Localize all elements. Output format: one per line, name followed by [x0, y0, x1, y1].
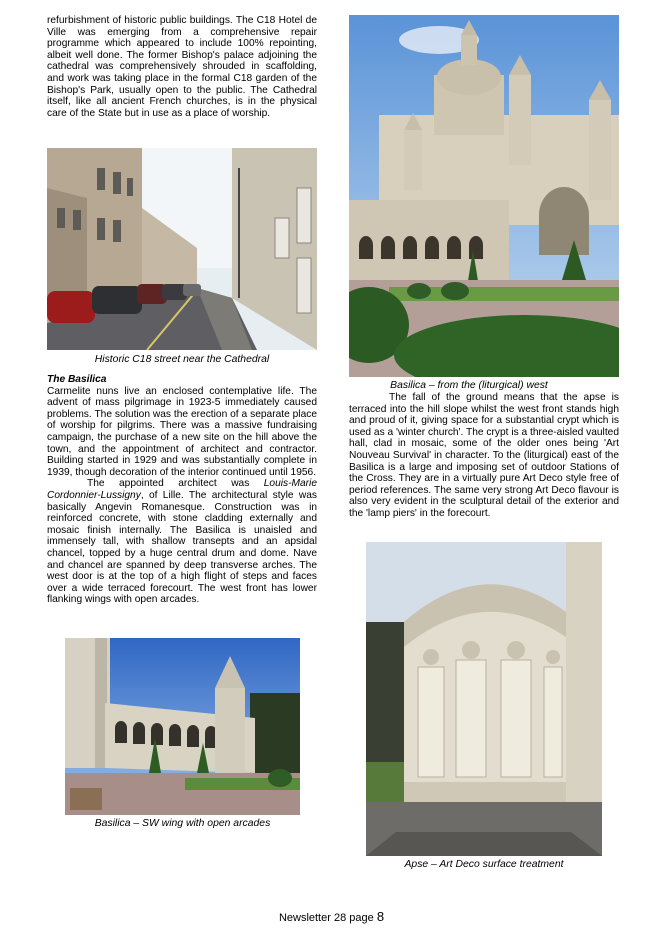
- caption-apse: Apse – Art Deco surface treatment: [404, 859, 564, 870]
- basilica-paragraph-1: Carmelite nuns live an enclosed contemplative life. The advent of mass pilgrimage in 1923-5 immediately caused problems. The solution was the erection of a separate place of worship for pilgrims. There was a massive fundraising campaign, the purchase of a new site on the hill above the town, and the appointment of architect and contractor. Building started in 1929 and was substantially complete in 1939, though decoration of the interior continued until 1956.: [47, 385, 317, 478]
- apse-text: The fall of the ground means that the apse is terraced into the hill slope whilst the west front stands high and proud of it, giving space for a substantial crypt which is used as a 'winter church'. The crypt is a three-aisled vaulted hall, clad in mosaic, some of the older ones being 'Art Nouveau Survival' in character. To the (liturgical) east of the Basilica is a large and imposing set of outdoor Stations of the Cross. They are in a virtually pure Art Deco style free of period references. The same very strong Art Deco flavour is also very evident in the sculptural detail of the exterior and the 'lamp piers' in the forecourt.: [349, 392, 619, 519]
- photo-sw-wing: [65, 638, 300, 815]
- basilica-paragraph-2: [47, 478, 317, 606]
- para2-start: The appointed architect was: [87, 478, 264, 490]
- apse-paragraph: [349, 392, 619, 520]
- photo-historic-street: [47, 148, 317, 350]
- caption-basilica-west: Basilica – from the (liturgical) west: [390, 380, 548, 391]
- newsletter-label: Newsletter 28: [278, 912, 347, 924]
- page-number: 8: [376, 909, 385, 924]
- photo-basilica-west: [349, 15, 619, 377]
- basilica-section: [47, 374, 317, 606]
- photo-apse: [366, 542, 602, 856]
- architect-name: Louis-Marie Cordonnier-Lussigny: [47, 478, 317, 501]
- page-label: page: [349, 912, 374, 924]
- caption-sw-wing: Basilica – SW wing with open arcades: [94, 818, 271, 829]
- intro-paragraph: [47, 15, 317, 119]
- para2-rest: , of Lille. The architectural style was basically Angevin Romanesque. Construction was in reinforced concrete, with stone cladding externally and mosaic finish internally. The Basilica is unaisled and immensely tall, with shallow transepts and an apsidal chancel, topped by a huge central drum and dome. Nave and chancel are spanned by deep transverse arches. The west door is at the top of a high flight of steps and faces over a wide terraced forecourt. The west front has lower flanking wings with open arcades.: [47, 489, 317, 606]
- intro-text: refurbishment of historic public buildings. The C18 Hotel de Ville was emerging from a comprehensive repair programme which appeared to include 100% repointing, albeit well done. The former Bishop's palace adjoining the cathedral was comprehensively shrouded in scaffolding, and work was taking place in the formal C18 garden of the Bishop's Park, usually open to the public. The Cathedral itself, like all ancient French churches, is in the physical care of the State but in use as a place of worship.: [47, 15, 317, 119]
- section-heading: The Basilica: [47, 374, 107, 385]
- page-footer: [0, 909, 663, 924]
- caption-historic-street: Historic C18 street near the Cathedral: [94, 354, 270, 365]
